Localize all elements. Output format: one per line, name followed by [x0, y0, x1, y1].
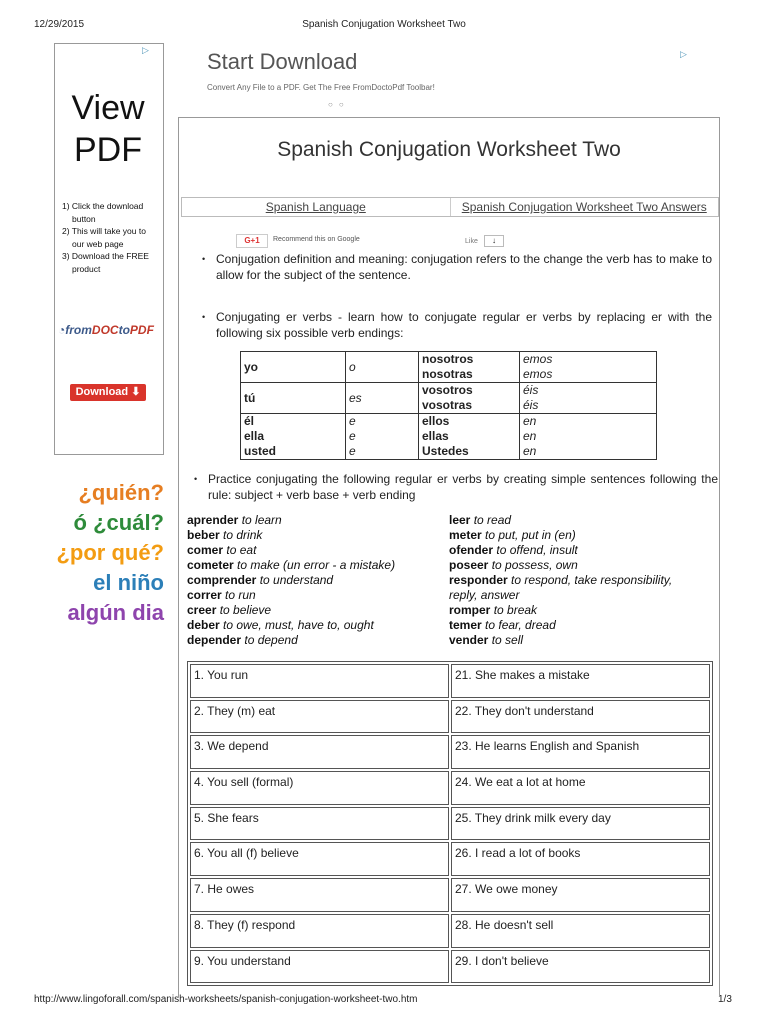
- ad-choices-icon[interactable]: ▷: [142, 45, 149, 55]
- download-button[interactable]: Download ⬇: [70, 384, 146, 401]
- verb-infinitive: vender: [449, 633, 489, 647]
- nav-bar: [181, 197, 719, 217]
- verb-entry: [449, 558, 719, 573]
- ending-cell: éis éis: [520, 383, 657, 414]
- nav-link-answers[interactable]: Spanish Conjugation Worksheet Two Answers: [450, 198, 719, 216]
- verb-infinitive: correr: [187, 588, 222, 602]
- verb-meaning: to eat: [226, 543, 257, 557]
- nav-link-spanish-language[interactable]: Spanish Language: [265, 200, 366, 214]
- verb-infinitive: cometer: [187, 558, 234, 572]
- verb-meaning: to understand: [259, 573, 334, 587]
- pronoun-cell: vosotros vosotras: [419, 383, 520, 414]
- view-pdf-heading: [58, 87, 158, 171]
- sentence-row: [189, 806, 711, 842]
- ad-choices-icon[interactable]: ▷: [680, 49, 687, 59]
- verb-entry: [449, 543, 719, 558]
- verb-meaning: to make (un error - a mistake): [237, 558, 396, 572]
- sentence-row: [189, 949, 711, 985]
- verb-meaning: to respond, take responsibility,: [511, 573, 673, 587]
- verb-meaning: to break: [493, 603, 538, 617]
- pronoun-cell: nosotros nosotras: [419, 352, 520, 383]
- verb-meaning: to offend, insult: [496, 543, 578, 557]
- sentence-cell: 2. They (m) eat: [190, 700, 449, 734]
- spanish-words-ad[interactable]: [54, 478, 164, 628]
- step-item: 1) Click the download button: [62, 201, 144, 224]
- ending-cell: e e e: [346, 414, 419, 460]
- sentence-row: [189, 841, 711, 877]
- verb-infinitive: depender: [187, 633, 242, 647]
- bullet-definition: • Conjugation definition and meaning: conjugation refers to the change the verb has to make to allow for the subject of the sentence.: [216, 252, 712, 283]
- like-button[interactable]: [484, 235, 504, 247]
- pronoun-cell: yo: [241, 352, 346, 383]
- verb-infinitive: deber: [187, 618, 220, 632]
- sentence-row: [189, 877, 711, 913]
- word-quien: ¿quién?: [78, 480, 164, 505]
- ending-cell: emos emos: [520, 352, 657, 383]
- sentence-cell: 23. He learns English and Spanish: [451, 735, 710, 769]
- sentence-cell: 27. We owe money: [451, 878, 710, 912]
- sentence-cell: 7. He owes: [190, 878, 449, 912]
- verb-infinitive: poseer: [449, 558, 489, 572]
- sentence-cell: 4. You sell (formal): [190, 771, 449, 805]
- verb-entry: [187, 633, 442, 648]
- print-title: Spanish Conjugation Worksheet Two: [302, 19, 466, 30]
- fromdoctopdf-logo: ◔fromDOCtoPDF: [58, 323, 154, 337]
- pronoun-cell: él ella usted: [241, 414, 346, 460]
- verb-infinitive: ofender: [449, 543, 494, 557]
- verb-list-right: [449, 513, 719, 648]
- verb-entry: [449, 633, 719, 648]
- pronoun-cell: tú: [241, 383, 346, 414]
- verb-entry: [449, 573, 719, 588]
- verb-entry: [187, 573, 442, 588]
- verb-entry: [449, 618, 719, 633]
- verb-entry: [449, 513, 719, 528]
- start-download-ad-title[interactable]: Start Download: [207, 49, 358, 74]
- sentence-grid: [187, 661, 713, 986]
- verb-entry: [449, 528, 719, 543]
- verb-infinitive: aprender: [187, 513, 239, 527]
- download-arrow-icon: ⬇: [131, 386, 141, 398]
- verb-entry: [187, 588, 442, 603]
- verb-meaning: to sell: [491, 633, 524, 647]
- download-steps: [62, 200, 158, 276]
- verb-entry: [187, 513, 442, 528]
- verb-entry: [187, 528, 442, 543]
- sentence-cell: 6. You all (f) believe: [190, 842, 449, 876]
- step-item: 2) This will take you to our web page: [62, 226, 146, 249]
- sentence-cell: 3. We depend: [190, 735, 449, 769]
- print-date: 12/29/2015: [34, 19, 85, 30]
- verb-entry: [187, 543, 442, 558]
- sentence-row: [189, 699, 711, 735]
- verb-meaning: to fear, dread: [485, 618, 556, 632]
- pronoun-cell: ellos ellas Ustedes: [419, 414, 520, 460]
- word-algun-dia: algún dia: [67, 600, 164, 625]
- verb-infinitive: responder: [449, 573, 508, 587]
- verb-meaning: to depend: [244, 633, 298, 647]
- verb-infinitive: comer: [187, 543, 224, 557]
- recommend-text: Recommend this on Google: [273, 236, 360, 243]
- verb-infinitive: temer: [449, 618, 482, 632]
- print-page-number: 1/3: [718, 994, 732, 1005]
- pdf-label: PDF: [74, 131, 142, 169]
- verb-meaning: to put, put in (en): [485, 528, 576, 542]
- sentence-cell: 29. I don't believe: [451, 950, 710, 984]
- verb-infinitive: romper: [449, 603, 491, 617]
- verb-entry: [449, 603, 719, 618]
- sentence-row: [189, 734, 711, 770]
- verb-meaning: to owe, must, have to, ought: [223, 618, 374, 632]
- verb-meaning: reply, answer: [449, 588, 520, 602]
- ending-cell: o: [346, 352, 419, 383]
- sentence-cell: 5. She fears: [190, 807, 449, 841]
- verb-entry: [449, 588, 719, 603]
- sentence-row: [189, 913, 711, 949]
- step-item: 3) Download the FREE product: [62, 251, 149, 274]
- page-title: Spanish Conjugation Worksheet Two: [277, 138, 621, 161]
- verb-entry: [187, 603, 442, 618]
- sentence-cell: 24. We eat a lot at home: [451, 771, 710, 805]
- verb-infinitive: comprender: [187, 573, 257, 587]
- bullet-er-verbs: • Conjugating er verbs - learn how to conjugate regular er verbs by replacing er with the following six possible verb endings:: [216, 310, 712, 341]
- ending-cell: en en en: [520, 414, 657, 460]
- verb-meaning: to read: [473, 513, 512, 527]
- start-download-ad-subtitle: Convert Any File to a PDF. Get The Free FromDoctoPdf Toolbar!: [207, 83, 435, 92]
- sentence-row: [189, 770, 711, 806]
- sentence-cell: 22. They don't understand: [451, 700, 710, 734]
- google-plus-button[interactable]: G+1: [236, 234, 268, 248]
- sentence-cell: 26. I read a lot of books: [451, 842, 710, 876]
- sentence-cell: 25. They drink milk every day: [451, 807, 710, 841]
- ad-carousel-dots[interactable]: ○○: [328, 100, 350, 109]
- sentence-cell: 28. He doesn't sell: [451, 914, 710, 948]
- verb-entry: [187, 618, 442, 633]
- verb-infinitive: meter: [449, 528, 482, 542]
- sentence-cell: 8. They (f) respond: [190, 914, 449, 948]
- verb-meaning: to drink: [223, 528, 263, 542]
- verb-meaning: to possess, own: [491, 558, 578, 572]
- word-cual: ó ¿cuál?: [73, 510, 164, 535]
- like-label: Like: [465, 238, 478, 245]
- sentence-cell: 1. You run: [190, 664, 449, 698]
- word-el-nino: el niño: [93, 570, 164, 595]
- verb-endings-table: [240, 351, 657, 460]
- sentence-cell: 9. You understand: [190, 950, 449, 984]
- view-label: View: [71, 89, 145, 127]
- like-count-icon: ↓: [492, 236, 496, 245]
- sentence-row: [189, 663, 711, 699]
- verb-entry: [187, 558, 442, 573]
- ending-cell: es: [346, 383, 419, 414]
- verb-meaning: to run: [225, 588, 256, 602]
- verb-meaning: to believe: [219, 603, 272, 617]
- verb-infinitive: beber: [187, 528, 220, 542]
- logo-swirl-icon: ◔: [58, 323, 66, 337]
- print-url: http://www.lingoforall.com/spanish-worksheets/spanish-conjugation-worksheet-two.htm: [34, 994, 418, 1005]
- word-por-que: ¿por qué?: [56, 540, 164, 565]
- bullet-practice: • Practice conjugating the following regular er verbs by creating simple sentences following the rule: subject + verb base + verb ending: [208, 472, 718, 503]
- verb-list-left: [187, 513, 442, 648]
- verb-infinitive: creer: [187, 603, 217, 617]
- verb-meaning: to learn: [241, 513, 282, 527]
- verb-infinitive: leer: [449, 513, 471, 527]
- sentence-cell: 21. She makes a mistake: [451, 664, 710, 698]
